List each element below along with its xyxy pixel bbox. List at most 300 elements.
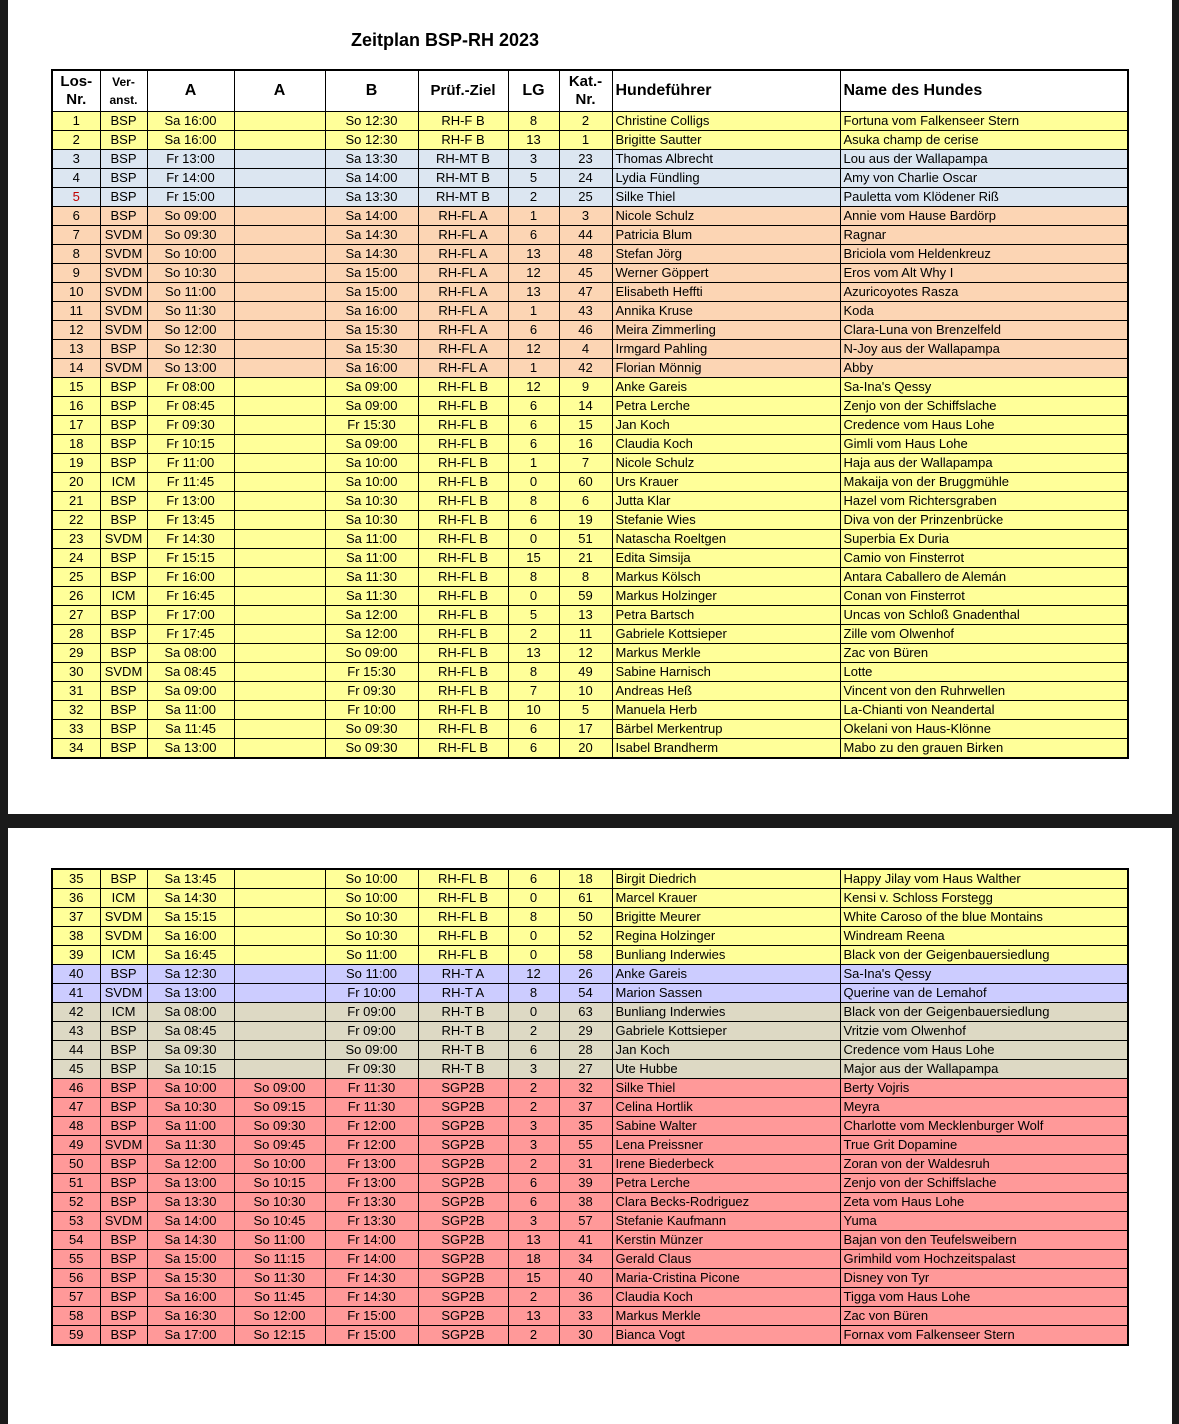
cell-kat-nr: 32 [559, 1079, 612, 1098]
cell-los-nr: 35 [52, 869, 100, 889]
header-a-2: A [234, 70, 325, 112]
table-row [52, 1136, 1128, 1155]
cell-lg: 2 [508, 1098, 559, 1117]
table-row [52, 1041, 1128, 1060]
cell-kat-nr: 48 [559, 245, 612, 264]
cell-a2-time [234, 1041, 325, 1060]
cell-veranstalter: SVDM [100, 1212, 147, 1231]
cell-veranstalter: SVDM [100, 530, 147, 549]
cell-pruef-ziel: RH-FL A [418, 264, 508, 283]
cell-name-des-hundes: Grimhild vom Hochzeitspalast [840, 1250, 1128, 1269]
cell-hundefuehrer: Andreas Heß [612, 682, 840, 701]
cell-hundefuehrer: Brigitte Sautter [612, 131, 840, 150]
cell-name-des-hundes: Annie vom Hause Bardörp [840, 207, 1128, 226]
cell-a-time: So 10:30 [147, 264, 234, 283]
cell-hundefuehrer: Elisabeth Heffti [612, 283, 840, 302]
cell-pruef-ziel: RH-FL B [418, 644, 508, 663]
cell-a-time: So 09:30 [147, 226, 234, 245]
cell-veranstalter: SVDM [100, 321, 147, 340]
cell-hundefuehrer: Bärbel Merkentrup [612, 720, 840, 739]
cell-name-des-hundes: Tigga vom Haus Lohe [840, 1288, 1128, 1307]
cell-b-time: Fr 14:00 [325, 1250, 418, 1269]
cell-hundefuehrer: Markus Merkle [612, 1307, 840, 1326]
cell-b-time: So 11:00 [325, 946, 418, 965]
cell-b-time: Sa 12:00 [325, 625, 418, 644]
cell-b-time: Sa 13:30 [325, 150, 418, 169]
cell-a-time: Sa 11:45 [147, 720, 234, 739]
cell-kat-nr: 13 [559, 606, 612, 625]
cell-a-time: So 11:30 [147, 302, 234, 321]
cell-veranstalter: BSP [100, 568, 147, 587]
table-row [52, 530, 1128, 549]
cell-a2-time [234, 965, 325, 984]
cell-name-des-hundes: La-Chianti von Neandertal [840, 701, 1128, 720]
cell-hundefuehrer: Petra Lerche [612, 1174, 840, 1193]
table-row [52, 1269, 1128, 1288]
cell-pruef-ziel: SGP2B [418, 1136, 508, 1155]
cell-a-time: Sa 11:00 [147, 1117, 234, 1136]
table-row [52, 1231, 1128, 1250]
cell-kat-nr: 29 [559, 1022, 612, 1041]
cell-b-time: Sa 14:30 [325, 245, 418, 264]
cell-a2-time [234, 927, 325, 946]
cell-los-nr: 44 [52, 1041, 100, 1060]
table-row [52, 1155, 1128, 1174]
cell-a2-time [234, 378, 325, 397]
cell-pruef-ziel: RH-FL B [418, 606, 508, 625]
cell-veranstalter: BSP [100, 150, 147, 169]
cell-pruef-ziel: RH-MT B [418, 169, 508, 188]
cell-hundefuehrer: Gabriele Kottsieper [612, 1022, 840, 1041]
cell-a-time: So 10:00 [147, 245, 234, 264]
cell-lg: 6 [508, 435, 559, 454]
cell-a-time: Fr 13:00 [147, 150, 234, 169]
cell-name-des-hundes: Charlotte vom Mecklenburger Wolf [840, 1117, 1128, 1136]
cell-a-time: So 11:00 [147, 283, 234, 302]
cell-b-time: Sa 14:00 [325, 169, 418, 188]
cell-veranstalter: BSP [100, 1231, 147, 1250]
cell-veranstalter: ICM [100, 889, 147, 908]
cell-los-nr: 27 [52, 606, 100, 625]
cell-a2-time [234, 739, 325, 759]
cell-pruef-ziel: RH-FL B [418, 511, 508, 530]
cell-b-time: Sa 13:30 [325, 188, 418, 207]
cell-lg: 7 [508, 682, 559, 701]
cell-hundefuehrer: Ute Hubbe [612, 1060, 840, 1079]
cell-los-nr: 57 [52, 1288, 100, 1307]
cell-b-time: So 09:30 [325, 720, 418, 739]
cell-a-time: Fr 08:00 [147, 378, 234, 397]
cell-lg: 10 [508, 701, 559, 720]
cell-veranstalter: BSP [100, 701, 147, 720]
cell-b-time: Sa 11:30 [325, 568, 418, 587]
table-row [52, 927, 1128, 946]
cell-los-nr: 22 [52, 511, 100, 530]
cell-a2-time [234, 169, 325, 188]
cell-a-time: Sa 09:30 [147, 1041, 234, 1060]
cell-pruef-ziel: RH-FL B [418, 549, 508, 568]
cell-hundefuehrer: Kerstin Münzer [612, 1231, 840, 1250]
cell-hundefuehrer: Gabriele Kottsieper [612, 625, 840, 644]
cell-lg: 0 [508, 587, 559, 606]
cell-a-time: Fr 16:45 [147, 587, 234, 606]
cell-pruef-ziel: RH-FL B [418, 908, 508, 927]
schedule-table-2 [51, 868, 1129, 1346]
cell-los-nr: 38 [52, 927, 100, 946]
cell-name-des-hundes: Abby [840, 359, 1128, 378]
cell-hundefuehrer: Claudia Koch [612, 1288, 840, 1307]
cell-pruef-ziel: SGP2B [418, 1098, 508, 1117]
cell-b-time: Fr 12:00 [325, 1136, 418, 1155]
cell-kat-nr: 35 [559, 1117, 612, 1136]
cell-kat-nr: 39 [559, 1174, 612, 1193]
cell-kat-nr: 4 [559, 340, 612, 359]
cell-veranstalter: SVDM [100, 245, 147, 264]
cell-a-time: Sa 10:15 [147, 1060, 234, 1079]
cell-name-des-hundes: Black von der Geigenbauersiedlung [840, 946, 1128, 965]
cell-lg: 1 [508, 302, 559, 321]
cell-hundefuehrer: Sabine Harnisch [612, 663, 840, 682]
cell-veranstalter: BSP [100, 511, 147, 530]
cell-kat-nr: 38 [559, 1193, 612, 1212]
cell-a-time: Fr 17:00 [147, 606, 234, 625]
cell-hundefuehrer: Stefanie Wies [612, 511, 840, 530]
table-row [52, 908, 1128, 927]
cell-hundefuehrer: Nicole Schulz [612, 207, 840, 226]
cell-kat-nr: 43 [559, 302, 612, 321]
cell-a2-time [234, 530, 325, 549]
cell-a2-time [234, 984, 325, 1003]
cell-pruef-ziel: RH-F B [418, 112, 508, 131]
cell-los-nr: 32 [52, 701, 100, 720]
table-row [52, 568, 1128, 587]
cell-hundefuehrer: Anke Gareis [612, 965, 840, 984]
cell-pruef-ziel: SGP2B [418, 1250, 508, 1269]
cell-los-nr: 41 [52, 984, 100, 1003]
cell-b-time: So 11:00 [325, 965, 418, 984]
cell-lg: 13 [508, 1231, 559, 1250]
cell-lg: 3 [508, 1117, 559, 1136]
cell-a-time: Sa 16:45 [147, 946, 234, 965]
table-row [52, 131, 1128, 150]
cell-veranstalter: BSP [100, 720, 147, 739]
cell-b-time: Fr 14:30 [325, 1288, 418, 1307]
cell-veranstalter: BSP [100, 416, 147, 435]
cell-name-des-hundes: White Caroso of the blue Montains [840, 908, 1128, 927]
cell-a-time: Sa 08:45 [147, 663, 234, 682]
cell-b-time: Fr 10:00 [325, 984, 418, 1003]
cell-kat-nr: 42 [559, 359, 612, 378]
cell-name-des-hundes: Meyra [840, 1098, 1128, 1117]
cell-veranstalter: BSP [100, 1288, 147, 1307]
cell-b-time: Sa 15:30 [325, 340, 418, 359]
cell-a2-time [234, 606, 325, 625]
table-row [52, 511, 1128, 530]
table-row [52, 169, 1128, 188]
cell-b-time: Fr 09:00 [325, 1022, 418, 1041]
cell-los-nr: 21 [52, 492, 100, 511]
cell-pruef-ziel: RH-FL A [418, 226, 508, 245]
cell-a-time: Fr 13:00 [147, 492, 234, 511]
document-title: Zeitplan BSP-RH 2023 [351, 30, 540, 50]
cell-pruef-ziel: RH-FL B [418, 587, 508, 606]
cell-los-nr: 36 [52, 889, 100, 908]
cell-hundefuehrer: Werner Göppert [612, 264, 840, 283]
cell-los-nr: 56 [52, 1269, 100, 1288]
cell-hundefuehrer: Christine Colligs [612, 112, 840, 131]
cell-name-des-hundes: Querine van de Lemahof [840, 984, 1128, 1003]
cell-a-time: So 12:30 [147, 340, 234, 359]
table-row [52, 1288, 1128, 1307]
cell-los-nr: 33 [52, 720, 100, 739]
header-b: B [325, 70, 418, 112]
cell-a2-time [234, 663, 325, 682]
cell-veranstalter: BSP [100, 606, 147, 625]
cell-pruef-ziel: SGP2B [418, 1231, 508, 1250]
cell-lg: 2 [508, 188, 559, 207]
cell-lg: 13 [508, 283, 559, 302]
cell-a-time: Fr 08:45 [147, 397, 234, 416]
cell-lg: 1 [508, 454, 559, 473]
cell-pruef-ziel: SGP2B [418, 1155, 508, 1174]
cell-los-nr: 12 [52, 321, 100, 340]
cell-veranstalter: BSP [100, 1307, 147, 1326]
cell-kat-nr: 54 [559, 984, 612, 1003]
table-row [52, 701, 1128, 720]
cell-lg: 6 [508, 1193, 559, 1212]
cell-los-nr: 4 [52, 169, 100, 188]
cell-hundefuehrer: Irene Biederbeck [612, 1155, 840, 1174]
cell-name-des-hundes: Okelani von Haus-Klönne [840, 720, 1128, 739]
cell-los-nr: 49 [52, 1136, 100, 1155]
cell-b-time: Fr 13:30 [325, 1212, 418, 1231]
cell-hundefuehrer: Patricia Blum [612, 226, 840, 245]
cell-los-nr: 28 [52, 625, 100, 644]
cell-hundefuehrer: Nicole Schulz [612, 454, 840, 473]
cell-b-time: Fr 14:30 [325, 1269, 418, 1288]
cell-kat-nr: 49 [559, 663, 612, 682]
cell-a-time: Sa 08:45 [147, 1022, 234, 1041]
table-row [52, 587, 1128, 606]
cell-lg: 0 [508, 1003, 559, 1022]
cell-a2-time [234, 511, 325, 530]
cell-veranstalter: BSP [100, 1155, 147, 1174]
cell-a-time: Sa 14:30 [147, 889, 234, 908]
cell-hundefuehrer: Isabel Brandherm [612, 739, 840, 759]
cell-lg: 6 [508, 869, 559, 889]
cell-a-time: Sa 13:45 [147, 869, 234, 889]
cell-los-nr: 14 [52, 359, 100, 378]
cell-veranstalter: BSP [100, 378, 147, 397]
cell-lg: 6 [508, 1041, 559, 1060]
cell-name-des-hundes: Ragnar [840, 226, 1128, 245]
cell-a-time: Fr 11:45 [147, 473, 234, 492]
cell-kat-nr: 7 [559, 454, 612, 473]
cell-lg: 5 [508, 606, 559, 625]
cell-hundefuehrer: Lena Preissner [612, 1136, 840, 1155]
cell-los-nr: 37 [52, 908, 100, 927]
cell-name-des-hundes: Koda [840, 302, 1128, 321]
cell-b-time: So 10:00 [325, 869, 418, 889]
cell-kat-nr: 19 [559, 511, 612, 530]
table-row [52, 340, 1128, 359]
cell-lg: 8 [508, 663, 559, 682]
table-row [52, 606, 1128, 625]
cell-kat-nr: 27 [559, 1060, 612, 1079]
table-row [52, 359, 1128, 378]
cell-los-nr: 16 [52, 397, 100, 416]
table-row [52, 150, 1128, 169]
cell-veranstalter: SVDM [100, 264, 147, 283]
cell-name-des-hundes: Amy von Charlie Oscar [840, 169, 1128, 188]
cell-lg: 2 [508, 625, 559, 644]
cell-los-nr: 43 [52, 1022, 100, 1041]
cell-b-time: Fr 13:00 [325, 1155, 418, 1174]
cell-hundefuehrer: Stefan Jörg [612, 245, 840, 264]
cell-pruef-ziel: RH-FL B [418, 454, 508, 473]
cell-kat-nr: 61 [559, 889, 612, 908]
cell-kat-nr: 5 [559, 701, 612, 720]
cell-los-nr: 25 [52, 568, 100, 587]
cell-veranstalter: BSP [100, 169, 147, 188]
cell-hundefuehrer: Jan Koch [612, 416, 840, 435]
table-row [52, 869, 1128, 889]
header-name-des-hundes: Name des Hundes [840, 70, 1128, 112]
cell-b-time: So 10:00 [325, 889, 418, 908]
cell-kat-nr: 6 [559, 492, 612, 511]
cell-los-nr: 45 [52, 1060, 100, 1079]
cell-name-des-hundes: Briciola vom Heldenkreuz [840, 245, 1128, 264]
header-a: A [147, 70, 234, 112]
cell-a-time: Sa 16:00 [147, 927, 234, 946]
cell-los-nr: 53 [52, 1212, 100, 1231]
cell-los-nr: 30 [52, 663, 100, 682]
cell-kat-nr: 26 [559, 965, 612, 984]
cell-a-time: Sa 12:00 [147, 1155, 234, 1174]
cell-pruef-ziel: RH-FL B [418, 568, 508, 587]
table-row [52, 644, 1128, 663]
cell-hundefuehrer: Stefanie Kaufmann [612, 1212, 840, 1231]
cell-kat-nr: 46 [559, 321, 612, 340]
cell-a2-time [234, 245, 325, 264]
cell-kat-nr: 15 [559, 416, 612, 435]
cell-kat-nr: 21 [559, 549, 612, 568]
cell-kat-nr: 14 [559, 397, 612, 416]
table-row [52, 1098, 1128, 1117]
cell-hundefuehrer: Edita Simsija [612, 549, 840, 568]
cell-pruef-ziel: RH-FL B [418, 492, 508, 511]
cell-a2-time [234, 568, 325, 587]
cell-lg: 6 [508, 1174, 559, 1193]
cell-name-des-hundes: Vritzie vom Olwenhof [840, 1022, 1128, 1041]
cell-a2-time [234, 1022, 325, 1041]
cell-pruef-ziel: RH-FL B [418, 397, 508, 416]
cell-b-time: Fr 15:30 [325, 416, 418, 435]
cell-a-time: Sa 16:00 [147, 112, 234, 131]
cell-hundefuehrer: Petra Bartsch [612, 606, 840, 625]
table-row [52, 720, 1128, 739]
cell-a-time: Sa 12:30 [147, 965, 234, 984]
cell-hundefuehrer: Anke Gareis [612, 378, 840, 397]
cell-pruef-ziel: RH-FL B [418, 739, 508, 759]
cell-pruef-ziel: RH-FL B [418, 927, 508, 946]
cell-kat-nr: 11 [559, 625, 612, 644]
table-row [52, 378, 1128, 397]
cell-hundefuehrer: Celina Hortlik [612, 1098, 840, 1117]
cell-kat-nr: 24 [559, 169, 612, 188]
cell-veranstalter: BSP [100, 454, 147, 473]
table-row [52, 416, 1128, 435]
cell-a-time: Sa 13:00 [147, 1174, 234, 1193]
cell-hundefuehrer: Silke Thiel [612, 188, 840, 207]
cell-kat-nr: 41 [559, 1231, 612, 1250]
cell-hundefuehrer: Regina Holzinger [612, 927, 840, 946]
cell-veranstalter: BSP [100, 492, 147, 511]
cell-veranstalter: ICM [100, 473, 147, 492]
cell-a2-time [234, 720, 325, 739]
cell-a-time: Sa 13:30 [147, 1193, 234, 1212]
header-kat-nr: Kat.- Nr. [559, 70, 612, 112]
cell-veranstalter: BSP [100, 340, 147, 359]
cell-kat-nr: 18 [559, 869, 612, 889]
cell-hundefuehrer: Thomas Albrecht [612, 150, 840, 169]
cell-name-des-hundes: Hazel vom Richtersgraben [840, 492, 1128, 511]
cell-pruef-ziel: RH-FL B [418, 663, 508, 682]
table-row [52, 454, 1128, 473]
cell-kat-nr: 8 [559, 568, 612, 587]
cell-name-des-hundes: Uncas von Schloß Gnadenthal [840, 606, 1128, 625]
cell-veranstalter: ICM [100, 1003, 147, 1022]
cell-pruef-ziel: RH-FL B [418, 720, 508, 739]
cell-pruef-ziel: RH-FL B [418, 946, 508, 965]
cell-hundefuehrer: Florian Mönnig [612, 359, 840, 378]
cell-pruef-ziel: SGP2B [418, 1269, 508, 1288]
cell-pruef-ziel: RH-T B [418, 1041, 508, 1060]
cell-lg: 6 [508, 321, 559, 340]
cell-kat-nr: 57 [559, 1212, 612, 1231]
cell-name-des-hundes: Zenjo von der Schiffslache [840, 1174, 1128, 1193]
cell-veranstalter: BSP [100, 869, 147, 889]
cell-los-nr: 17 [52, 416, 100, 435]
cell-a2-time: So 09:00 [234, 1079, 325, 1098]
cell-b-time: Fr 15:00 [325, 1307, 418, 1326]
cell-b-time: Sa 15:30 [325, 321, 418, 340]
cell-kat-nr: 55 [559, 1136, 612, 1155]
cell-name-des-hundes: Credence vom Haus Lohe [840, 1041, 1128, 1060]
table-row [52, 625, 1128, 644]
cell-a2-time [234, 359, 325, 378]
cell-name-des-hundes: Zenjo von der Schiffslache [840, 397, 1128, 416]
cell-lg: 2 [508, 1079, 559, 1098]
cell-kat-nr: 63 [559, 1003, 612, 1022]
cell-pruef-ziel: SGP2B [418, 1212, 508, 1231]
cell-pruef-ziel: RH-FL B [418, 625, 508, 644]
cell-b-time: Fr 12:00 [325, 1117, 418, 1136]
header-lg: LG [508, 70, 559, 112]
cell-veranstalter: ICM [100, 587, 147, 606]
cell-veranstalter: BSP [100, 1098, 147, 1117]
cell-lg: 13 [508, 1307, 559, 1326]
cell-a-time: Sa 10:30 [147, 1098, 234, 1117]
cell-hundefuehrer: Jan Koch [612, 1041, 840, 1060]
table-row [52, 264, 1128, 283]
cell-a2-time: So 10:45 [234, 1212, 325, 1231]
cell-a2-time: So 11:30 [234, 1269, 325, 1288]
cell-lg: 3 [508, 150, 559, 169]
cell-name-des-hundes: Berty Vojris [840, 1079, 1128, 1098]
cell-kat-nr: 60 [559, 473, 612, 492]
cell-a2-time [234, 264, 325, 283]
